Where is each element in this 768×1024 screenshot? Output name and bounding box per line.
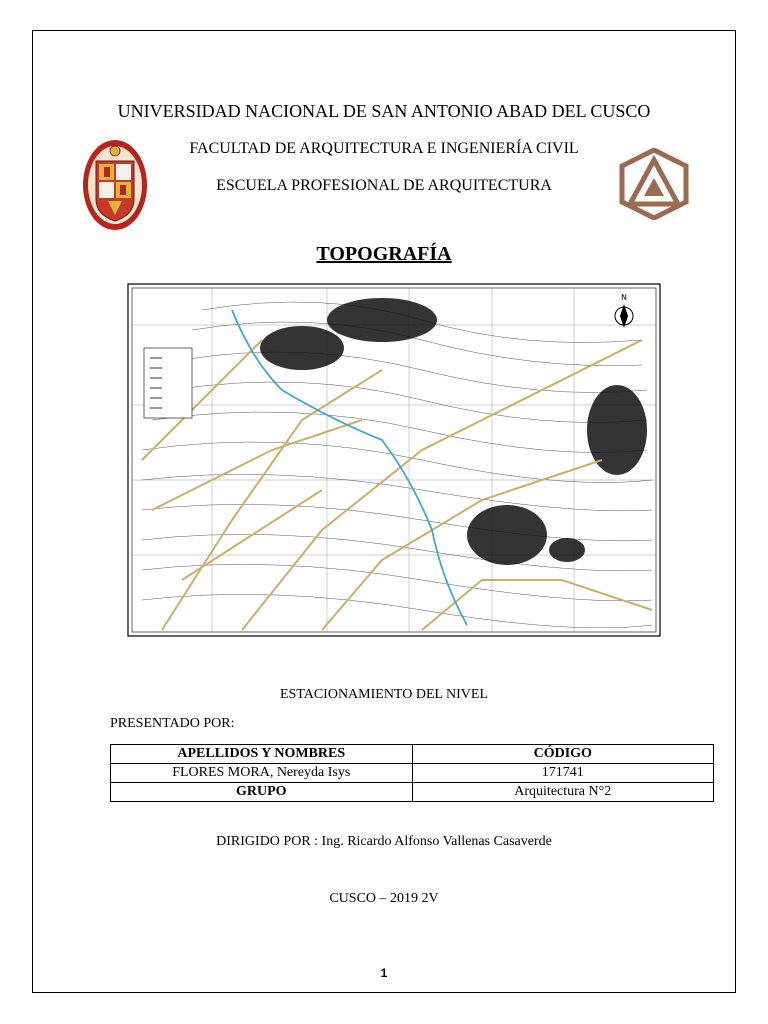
north-label: N [621, 293, 627, 302]
subtitle: ESTACIONAMIENTO DEL NIVEL [279, 687, 489, 702]
student-name: FLORES MORA, Nereyda Isys [111, 764, 413, 783]
document-title: TOPOGRAFÍA [316, 243, 452, 265]
architecture-hexagon-logo-icon [616, 148, 692, 220]
university-name: UNIVERSIDAD NACIONAL DE SAN ANTONIO ABAD DEL CUSCO [117, 101, 651, 121]
group-row [111, 783, 714, 802]
student-info-table [110, 744, 714, 802]
place-date: CUSCO – 2019 2V [329, 891, 439, 906]
table-row [111, 764, 714, 783]
name-header: APELLIDOS Y NOMBRES [111, 745, 413, 764]
group-label: GRUPO [111, 783, 413, 802]
faculty-name: FACULTAD DE ARQUITECTURA E INGENIERÍA CIVIL [189, 140, 579, 157]
student-code: 171741 [412, 764, 714, 783]
presented-by-label: PRESENTADO POR: [110, 716, 235, 731]
table-header-row [111, 745, 714, 764]
page-number: 1 [380, 966, 388, 980]
directed-by: DIRIGIDO POR : Ing. Ricardo Alfonso Vallenas Casaverde [216, 834, 552, 849]
group-value: Arquitectura N°2 [412, 783, 714, 802]
school-name: ESCUELA PROFESIONAL DE ARQUITECTURA [216, 177, 552, 194]
topographic-map [122, 280, 674, 647]
code-header: CÓDIGO [412, 745, 714, 764]
